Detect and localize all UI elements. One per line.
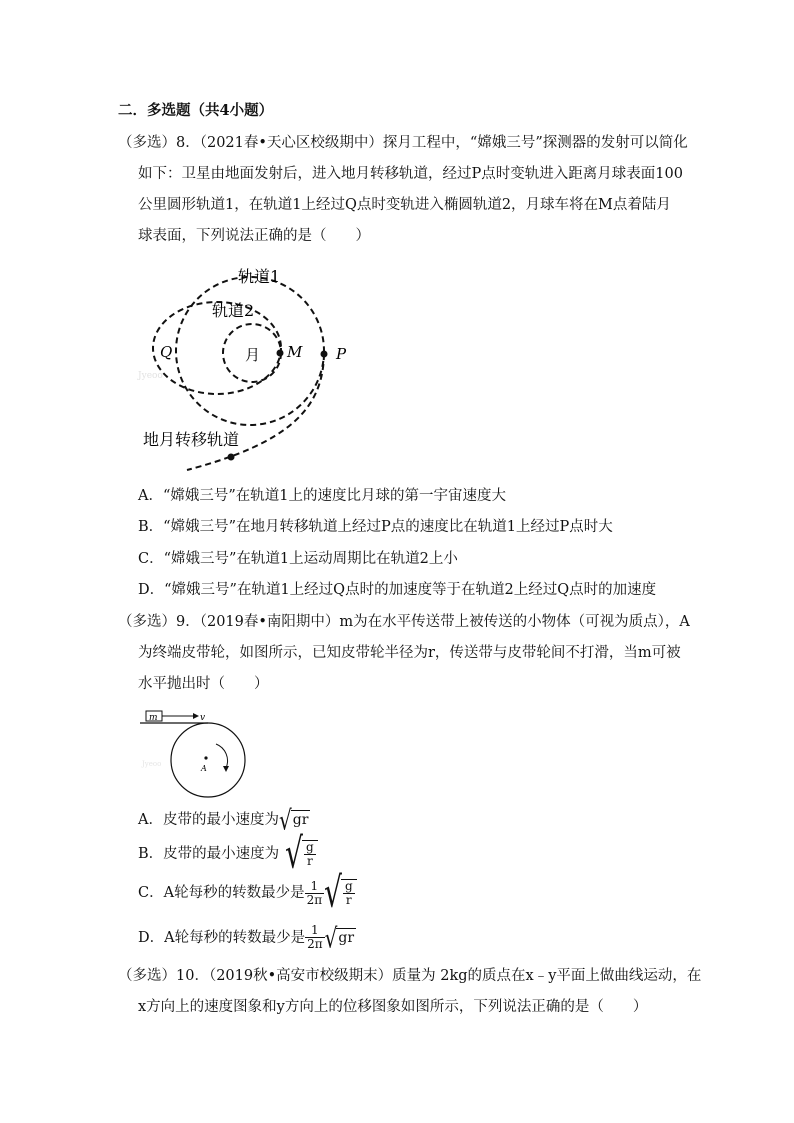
- q9-stem-line-2: 为终端皮带轮，如图所示，已知皮带轮半径为r，传送带与皮带轮间不打滑，当m可被: [138, 645, 681, 661]
- q8-option-a[interactable]: A．“嫦娥三号”在轨道1上的速度比月球的第一宇宙速度大: [138, 488, 507, 504]
- q9-option-b-text: B．皮带的最小速度为: [138, 846, 280, 862]
- q9-option-c-text: C．A轮每秒的转数最少是: [138, 885, 305, 901]
- block-m-label: m: [149, 713, 158, 723]
- point-m-dot: [277, 350, 284, 357]
- q8-orbit-diagram: [130, 258, 370, 473]
- point-q-label: Q: [160, 343, 173, 361]
- point-p-dot: [321, 351, 328, 358]
- fraction-one-over-two-pi: $\frac{1}{2\pi}$: [307, 923, 323, 951]
- rotation-arrowhead: [223, 766, 229, 772]
- point-m-label: M: [287, 343, 303, 361]
- sqrt-gr: √ gr: [324, 921, 355, 954]
- q9-pulley-diagram: [140, 708, 250, 800]
- point-p-label: P: [336, 345, 347, 363]
- moon-label: 月: [245, 346, 261, 364]
- q10-stem-line-1: （多选）10．（2019秋•高安市校级期末）质量为 2kg的质点在x﹣y平面上做曲线运动，在: [118, 968, 702, 984]
- rotation-arc: [216, 744, 228, 768]
- watermark: Jyeoo: [138, 371, 163, 381]
- velocity-label: v: [200, 713, 206, 723]
- q8-option-b[interactable]: B．“嫦娥三号”在地月转移轨道上经过P点的速度比在轨道1上经过P点时大: [138, 519, 613, 535]
- pulley-center: [204, 756, 207, 759]
- q8-stem-line-4: 球表面，下列说法正确的是（ ）: [138, 228, 370, 244]
- sqrt-g-over-r: √ $\frac{g}{r}$: [324, 879, 357, 907]
- transfer-point-dot: [228, 454, 235, 461]
- pulley-wheel: [171, 723, 245, 797]
- q8-option-c[interactable]: C．“嫦娥三号”在轨道1上运动周期比在轨道2上小: [138, 551, 458, 567]
- q9-option-a[interactable]: [138, 803, 310, 837]
- q9-option-c[interactable]: [138, 867, 357, 917]
- orbit-2-label: 轨道2: [212, 301, 255, 320]
- orbit-1-label: 轨道1: [238, 267, 281, 286]
- svg-text:Jyeoo: Jyeoo: [142, 760, 162, 768]
- q9-option-a-text: A．皮带的最小速度为: [138, 812, 279, 828]
- velocity-arrowhead: [193, 713, 199, 719]
- q9-option-d[interactable]: [138, 921, 356, 954]
- pulley-center-label: A: [201, 764, 207, 773]
- q8-stem-line-1: （多选）8．（2021春•天心区校级期中）探月工程中，“嫦娥三号”探测器的发射可以简化: [118, 135, 688, 151]
- q8-stem-line-2: 如下：卫星由地面发射后，进入地月转移轨道，经过P点时变轨进入距离月球表面100: [138, 166, 683, 182]
- q10-stem-line-2: x方向上的速度图象和y方向上的位移图象如图所示，下列说法正确的是（ ）: [138, 999, 648, 1015]
- q9-option-b[interactable]: [138, 828, 318, 878]
- q9-stem-line-1: （多选）9．（2019春•南阳期中）m为在水平传送带上被传送的小物体（可视为质点），A: [118, 614, 690, 630]
- q8-stem-line-3: 公里圆形轨道1，在轨道1上经过Q点时变轨进入椭圆轨道2，月球车将在M点着陆月: [138, 197, 671, 213]
- q9-stem-line-3: 水平抛出时（ ）: [138, 676, 269, 692]
- q9-option-d-text: D．A轮每秒的转数最少是: [138, 929, 306, 946]
- sqrt-gr: √ gr: [278, 803, 309, 837]
- transfer-orbit-label: 地月转移轨道: [143, 430, 240, 449]
- section-heading: 二．多选题（共4小题）: [118, 102, 274, 119]
- q8-option-d[interactable]: D．“嫦娥三号”在轨道1上经过Q点时的加速度等于在轨道2上经过Q点时的加速度: [138, 582, 657, 598]
- sqrt-g-over-r: √ $\frac{g}{r}$: [285, 840, 318, 868]
- fraction-one-over-two-pi: $\frac{1}{2\pi}$: [306, 878, 323, 907]
